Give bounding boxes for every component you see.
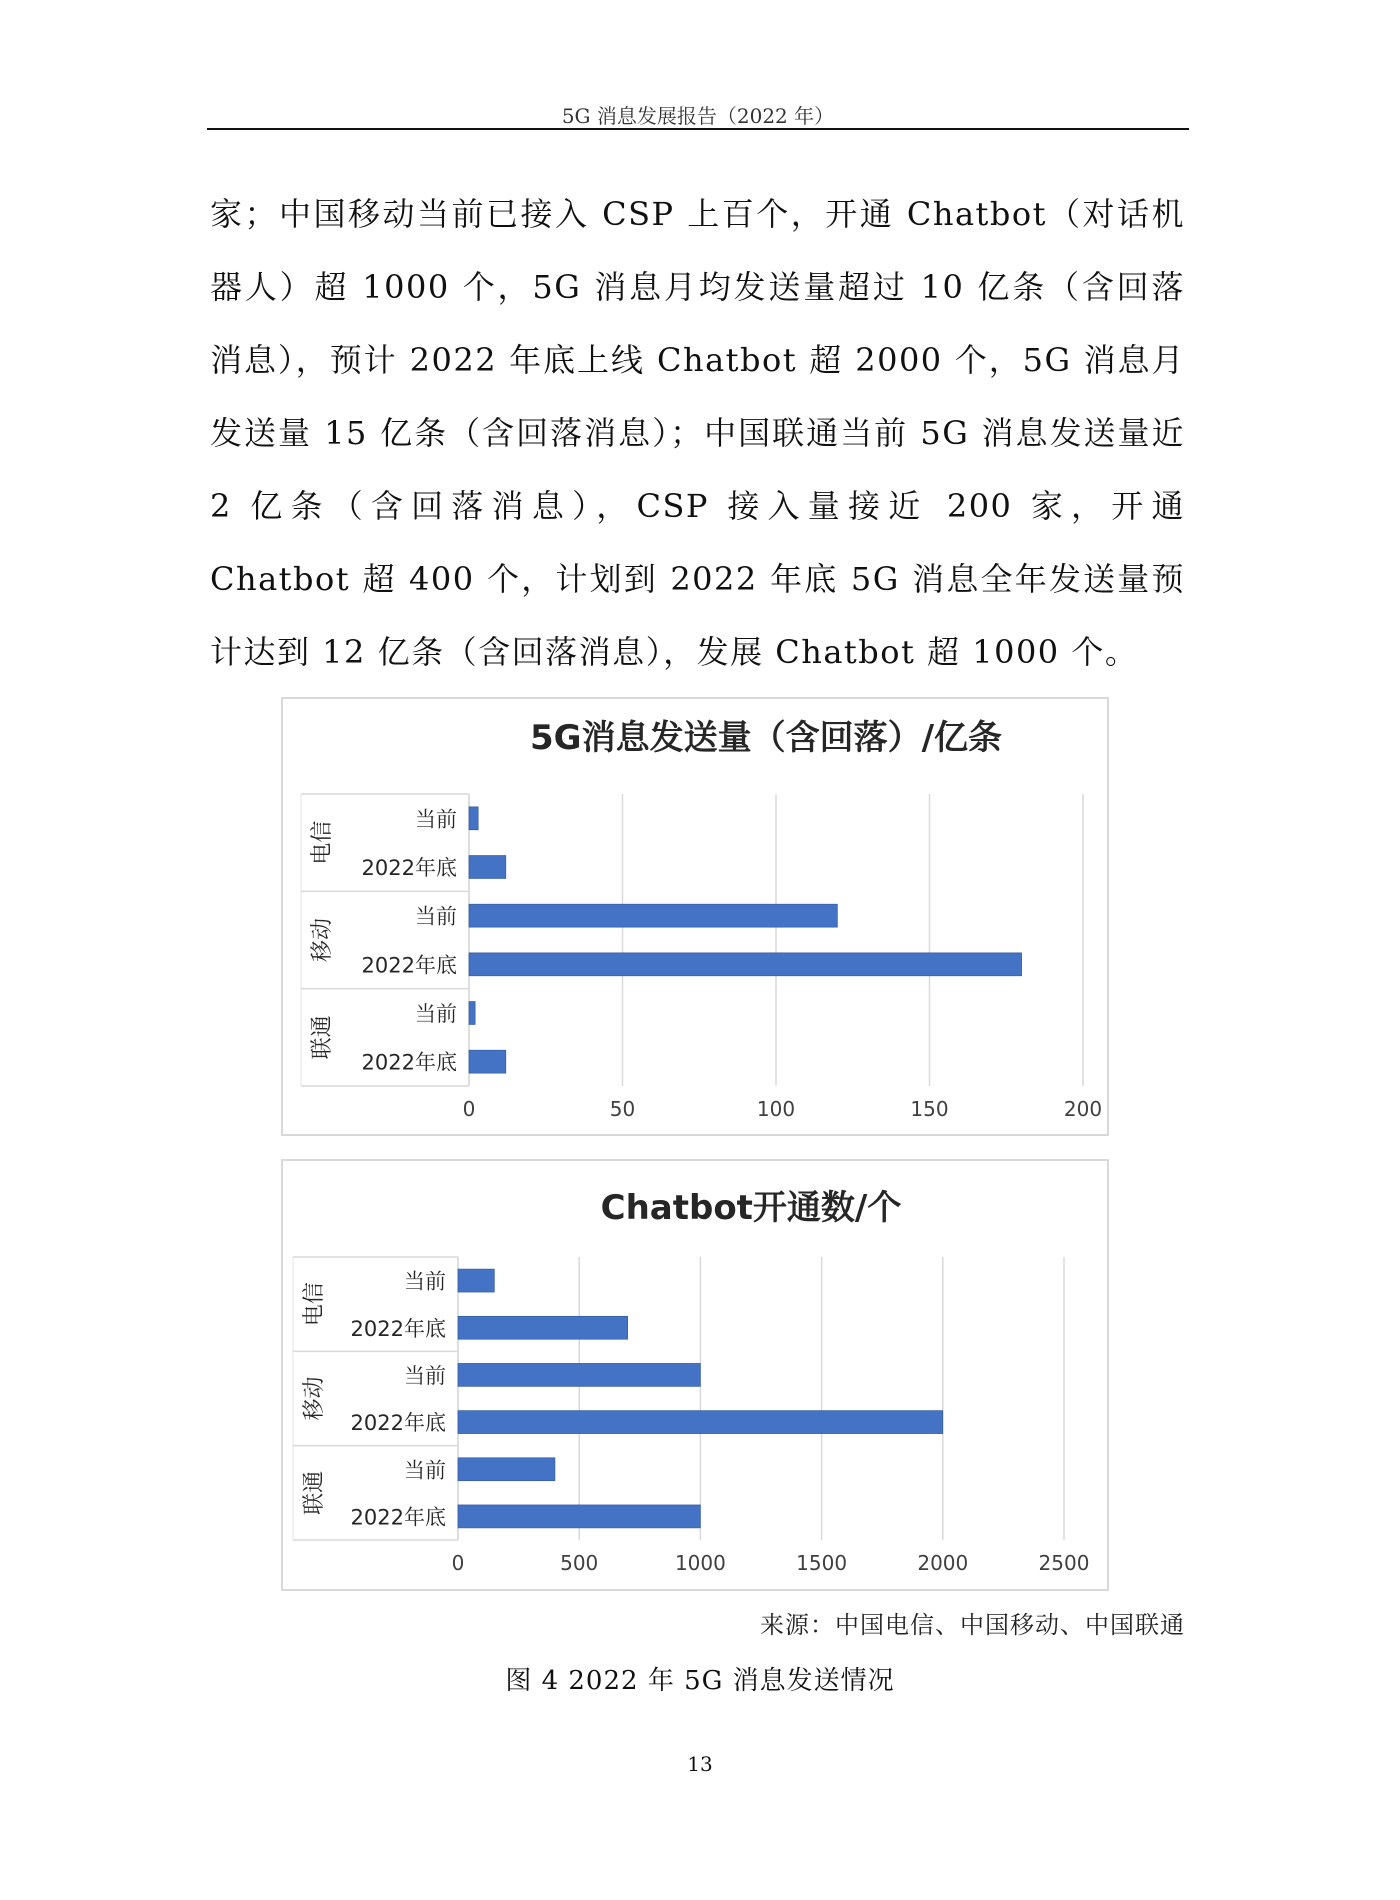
row-label: 2022年底 bbox=[350, 1505, 446, 1530]
chart-title: Chatbot开通数/个 bbox=[600, 1188, 902, 1228]
figure-caption: 图 4 2022 年 5G 消息发送情况 bbox=[505, 1666, 895, 1696]
bar bbox=[458, 1269, 494, 1292]
bar bbox=[458, 1458, 555, 1481]
bar bbox=[469, 1050, 506, 1073]
x-tick-label: 2000 bbox=[917, 1551, 969, 1575]
x-tick-label: 1000 bbox=[674, 1551, 726, 1575]
bar bbox=[458, 1363, 700, 1386]
row-label: 2022年底 bbox=[350, 1411, 446, 1436]
row-label: 当前 bbox=[404, 1458, 446, 1483]
page-number: 13 bbox=[687, 1752, 713, 1776]
group-label: 联通 bbox=[302, 1470, 327, 1515]
x-tick-label: 100 bbox=[756, 1097, 796, 1121]
group-label: 移动 bbox=[310, 917, 335, 963]
row-label: 当前 bbox=[415, 904, 457, 929]
row-label: 当前 bbox=[404, 1363, 446, 1388]
row-label: 2022年底 bbox=[361, 953, 457, 978]
x-tick-label: 500 bbox=[560, 1551, 599, 1575]
bar bbox=[469, 807, 478, 830]
x-tick-label: 0 bbox=[462, 1097, 476, 1121]
x-tick-label: 50 bbox=[609, 1097, 636, 1121]
bar bbox=[469, 1002, 475, 1025]
row-label: 2022年底 bbox=[350, 1316, 446, 1341]
chart-5g-message-volume-svg bbox=[283, 699, 1107, 1134]
bar bbox=[469, 856, 506, 879]
group-label: 电信 bbox=[310, 820, 335, 865]
bar bbox=[458, 1411, 943, 1434]
body-paragraph: 家；中国移动当前已接入 CSP 上百个，开通 Chatbot（对话机器人）超 1000 个，5G 消息月均发送量超过 10 亿条（含回落消息），预计 2022 年底上线 Chatbot 超 2000 个，5G 消息月发送量 15 亿条（含回落消息）；中国联通当前 5G 消息发送量近 2 亿条（含回落消息），CSP 接入量接近 200 家，开通 Chatbot 超 400 个，计划到 2022 年底 5G 消息全年发送量预计达到 12 亿条（含回落消息），发展 Chatbot 超 1000 个。 bbox=[210, 195, 1185, 671]
running-header: 5G 消息发展报告（2022 年） bbox=[561, 104, 835, 128]
bar bbox=[469, 953, 1022, 976]
figure-source: 来源：中国电信、中国移动、中国联通 bbox=[760, 1611, 1185, 1639]
chart-5g-message-volume bbox=[281, 697, 1109, 1136]
x-tick-label: 2500 bbox=[1038, 1551, 1090, 1575]
group-label: 电信 bbox=[302, 1282, 327, 1327]
chart-chatbot-count bbox=[281, 1159, 1109, 1591]
group-label: 联通 bbox=[310, 1015, 335, 1060]
header-rule bbox=[207, 128, 1189, 130]
x-tick-label: 150 bbox=[910, 1097, 949, 1121]
x-tick-label: 1500 bbox=[796, 1551, 848, 1575]
bar bbox=[469, 904, 837, 927]
chart-chatbot-count-svg bbox=[283, 1161, 1107, 1589]
chart-title: 5G消息发送量（含回落）/亿条 bbox=[530, 718, 1002, 758]
bar bbox=[458, 1505, 700, 1528]
row-label: 当前 bbox=[404, 1269, 446, 1294]
row-label: 2022年底 bbox=[361, 856, 457, 880]
x-tick-label: 0 bbox=[451, 1551, 465, 1575]
row-label: 2022年底 bbox=[361, 1050, 457, 1075]
group-label: 移动 bbox=[302, 1376, 327, 1421]
row-label: 当前 bbox=[415, 807, 457, 832]
x-tick-label: 200 bbox=[1063, 1097, 1103, 1121]
bar bbox=[458, 1316, 628, 1339]
row-label: 当前 bbox=[415, 1002, 457, 1026]
